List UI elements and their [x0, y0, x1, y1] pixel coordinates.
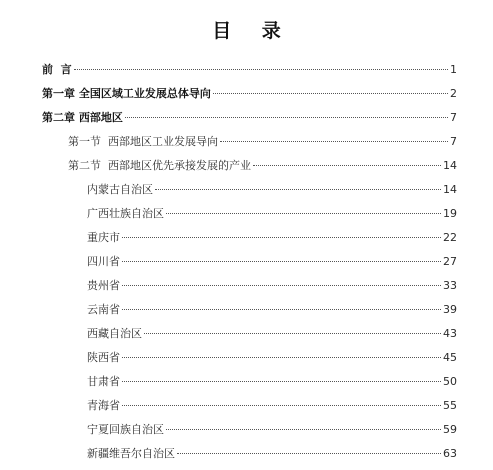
toc-page-number: 55 — [443, 399, 457, 412]
toc-page-number: 7 — [450, 135, 457, 148]
dot-leader — [177, 453, 441, 454]
toc-page-number: 27 — [443, 255, 457, 268]
dot-leader — [122, 261, 441, 262]
toc-entry-label: 四川省 — [87, 255, 120, 268]
toc-entry-label: 内蒙古自治区 — [87, 183, 153, 196]
dot-leader — [122, 357, 441, 358]
toc-entry-label: 甘肃省 — [87, 375, 120, 388]
toc-page-number: 19 — [443, 207, 457, 220]
toc-entry-region[interactable] — [87, 397, 457, 415]
toc-entry-region[interactable] — [87, 325, 457, 343]
toc-page-number: 39 — [443, 303, 457, 316]
dot-leader — [122, 405, 441, 406]
toc-entry-region[interactable] — [87, 181, 457, 199]
toc-entry-label: 贵州省 — [87, 279, 120, 292]
toc-entry-label: 前 言 — [42, 63, 72, 76]
toc-page-number: 22 — [443, 231, 457, 244]
toc-entry-label: 重庆市 — [87, 231, 120, 244]
toc-entry-label: 宁夏回族自治区 — [87, 423, 164, 436]
dot-leader — [213, 93, 448, 94]
dot-leader — [220, 141, 448, 142]
toc-entry-label: 新疆维吾尔自治区 — [87, 447, 175, 460]
page-title: 目 录 — [212, 20, 293, 42]
toc-entry-label: 广西壮族自治区 — [87, 207, 164, 220]
toc-page-number: 14 — [443, 183, 457, 196]
toc-entry-label: 西藏自治区 — [87, 327, 142, 340]
toc-entry-region[interactable] — [87, 421, 457, 439]
toc-entry-label: 第一章 全国区域工业发展总体导向 — [42, 87, 211, 100]
dot-leader — [144, 333, 441, 334]
dot-leader — [122, 381, 441, 382]
toc-entry-preface[interactable] — [42, 61, 457, 79]
toc-entry-region[interactable] — [87, 445, 457, 463]
toc-page-number: 43 — [443, 327, 457, 340]
dot-leader — [122, 309, 441, 310]
toc-page-number: 14 — [443, 159, 457, 172]
toc-entry-label: 第二章 西部地区 — [42, 111, 123, 124]
dot-leader — [122, 285, 441, 286]
toc-page-number: 7 — [450, 111, 457, 124]
toc-entry-region[interactable] — [87, 301, 457, 319]
toc-entry-region[interactable] — [87, 229, 457, 247]
dot-leader — [166, 429, 441, 430]
toc-entry-chapter-2[interactable] — [42, 109, 457, 127]
toc-entry-label: 青海省 — [87, 399, 120, 412]
toc-entry-label: 陕西省 — [87, 351, 120, 364]
toc-entry-section-2[interactable] — [68, 157, 457, 175]
toc-entry-chapter-1[interactable] — [42, 85, 457, 103]
toc-entry-region[interactable] — [87, 253, 457, 271]
toc-page-number: 50 — [443, 375, 457, 388]
toc-entry-region[interactable] — [87, 349, 457, 367]
toc-page-number: 33 — [443, 279, 457, 292]
dot-leader — [74, 69, 448, 70]
toc-page-number: 59 — [443, 423, 457, 436]
dot-leader — [125, 117, 448, 118]
toc-page-number: 45 — [443, 351, 457, 364]
toc-entry-region[interactable] — [87, 373, 457, 391]
dot-leader — [166, 213, 441, 214]
toc-entry-region[interactable] — [87, 205, 457, 223]
dot-leader — [253, 165, 441, 166]
toc-entry-label: 第二节 西部地区优先承接发展的产业 — [68, 159, 251, 172]
toc-entry-label: 第一节 西部地区工业发展导向 — [68, 135, 218, 148]
toc-page-number: 63 — [443, 447, 457, 460]
dot-leader — [155, 189, 441, 190]
toc-page-number: 1 — [450, 63, 457, 76]
toc-entry-label: 云南省 — [87, 303, 120, 316]
toc-page-number: 2 — [450, 87, 457, 100]
toc-entry-region[interactable] — [87, 277, 457, 295]
dot-leader — [122, 237, 441, 238]
toc-entry-section-1[interactable] — [68, 133, 457, 151]
